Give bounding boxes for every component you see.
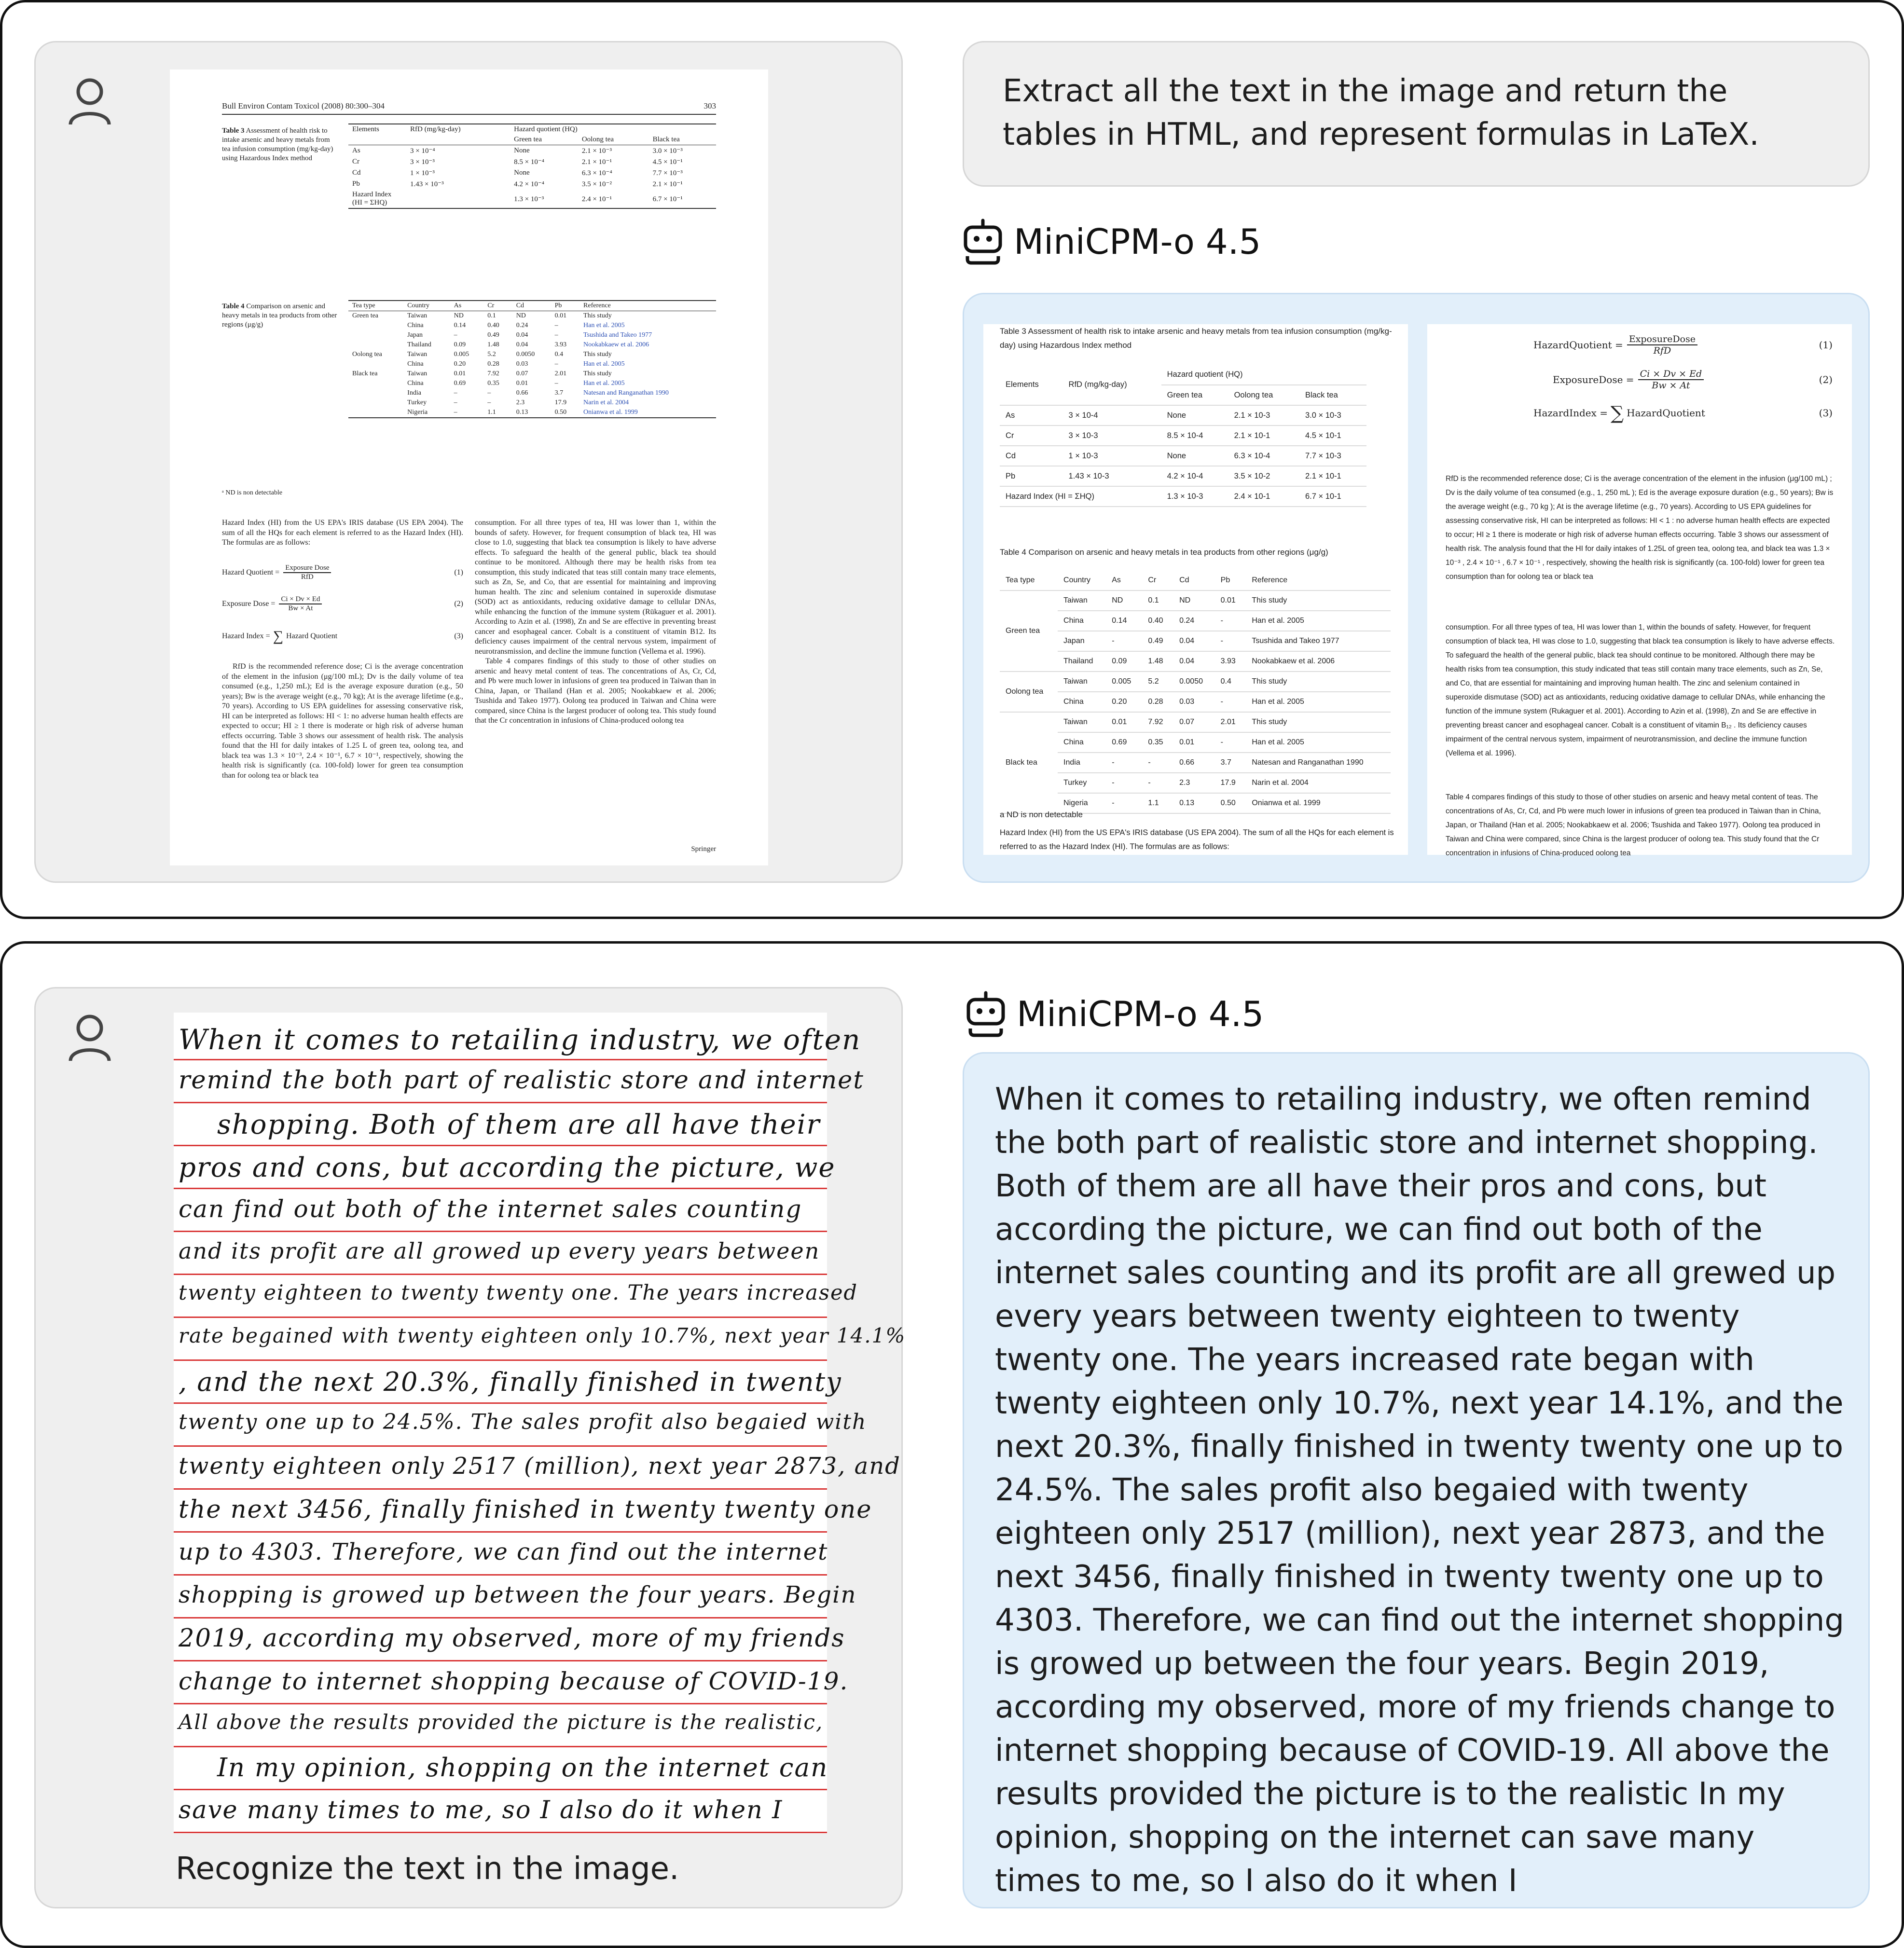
handwriting-line: When it comes to retailing industry, we often xyxy=(179,1023,861,1056)
ruled-line xyxy=(174,1488,827,1490)
paper-left-column xyxy=(222,518,463,548)
output-table4-row: Black tea Taiwan 0.01 7.92 0.07 2.01 This study xyxy=(1000,712,1391,732)
paper-left-column-body xyxy=(222,662,463,781)
output-table3-row: Cr 3 × 10-3 8.5 × 10-4 2.1 × 10-1 4.5 × 10-1 xyxy=(1000,425,1366,446)
ruled-line xyxy=(174,1617,827,1619)
output-paragraph: consumption. For all three types of tea, HI was lower than 1, within the bounds of safety. However, for frequent consumption of black tea, HI was close to 1.0, suggesting that black tea consumption is likely to have adverse effects. To safeguard the health of the general public, black tea should continue to be monitored. Although there may be health risks from tea consumption, this study indicated that teas still contain many trace elements, such as Zn, Se, and Co, that are essential for maintaining and improving human health. The zinc and selenium contained in superoxide dismutase (SOD) act as antioxidants, reducing oxidative damage to cellular DNAs, while enhancing the function of the immune system (Rukaguer et al. 2001). According to Azin et al. (1998), Zn and Se are effective in preventing breast cancer and esophageal cancer. Cobalt is a constituent of vitamin B₁₂ . Its deficiency causes impairment of the central nervous system, impairment of neurotransmission, and decline the immune function (Vellema et al. 1996). xyxy=(1446,623,1835,757)
table4-row: China 0.20 0.28 0.03 – Han et al. 2005 xyxy=(407,360,625,368)
handwriting-image xyxy=(174,1013,906,1834)
assistant-response-card xyxy=(963,1052,1870,1908)
handwriting-line: and its profit are all growed up every years between xyxy=(179,1238,820,1264)
output-table4-row: India - - 0.66 3.7 Natesan and Ranganathan 1990 xyxy=(1000,753,1391,773)
output-table3-row: Cd 1 × 10-3 None 6.3 × 10-4 7.7 × 10-3 xyxy=(1000,446,1366,466)
table4-caption: Table 4 Comparison on arsenic and heavy metals in tea products from other regions (μg/g) xyxy=(222,302,337,329)
ruled-line xyxy=(174,1660,827,1661)
output-table4-row: China 0.20 0.28 0.03 - Han et al. 2005 xyxy=(1000,692,1391,712)
paper-paragraph: Table 4 compares findings of this study to those of other studies on arsenic and heavy metal content of teas. The concentrations of As, Cr, Cd, and Pb were much lower in infusions of green tea produced in Taiwan than in China, Japan, or Thailand (Han et al. 2005; Nookabkaew et al. 2006; Tsushida and Takeo 1977). Oolong tea produced in Taiwan and China were compared, since China is the largest producer of oolong tea. This study found that the Cr concentration in infusions of China-produced oolong tea xyxy=(475,657,716,725)
handwriting-line: shopping is growed up between the four years. Begin xyxy=(179,1581,857,1608)
robot-icon xyxy=(966,991,1006,1037)
table3: Elements RfD (mg/kg-day) Hazard quotient (HQ) Green tea Oolong tea Black tea As 3 × 10⁻⁴ None 2.1 × 10⁻³ 3.0 × 10⁻³ Cr 3 × 10⁻³ 8.5 × 10⁻⁴ 2.1 × 10⁻¹ 4.5 × 10⁻¹ Cd 1 × 10⁻³ None 6.3 × 10⁻⁴ 7.7 × 10⁻³ Pb 1.43 × 10⁻³ 4.2 × 10⁻⁴ 3.5 × 10⁻² 2.1 × 10⁻¹ Hazard Index (HI = ΣHQ) 1.3 × 10⁻³ 2.4 × 10⁻¹ 6.7 × 10⁻¹ xyxy=(348,123,716,209)
publisher-mark: Springer xyxy=(691,845,716,853)
handwriting-line: up to 4303. Therefore, we can find out the internet xyxy=(179,1538,828,1565)
bottom-example-panel xyxy=(0,941,1904,1948)
table3-row: Cd 1 × 10⁻³ None 6.3 × 10⁻⁴ 7.7 × 10⁻³ xyxy=(352,169,683,177)
assistant-response-card xyxy=(963,293,1870,883)
paper-right-column xyxy=(475,518,716,726)
handwriting-line: can find out both of the internet sales counting xyxy=(179,1195,802,1223)
user-message-card xyxy=(34,41,903,883)
output-footnote: a ND is non detectable xyxy=(1000,810,1083,819)
table3-row: Hazard Index (HI = ΣHQ) 1.3 × 10⁻³ 2.4 × 10⁻¹ 6.7 × 10⁻¹ xyxy=(348,190,716,208)
input-document-image xyxy=(170,69,768,865)
ruled-line xyxy=(174,1574,827,1576)
output-formula-1: HazardQuotient = ExposureDose RfD (1) xyxy=(1533,334,1833,356)
handwriting-line: remind the both part of realistic store and internet xyxy=(179,1066,864,1095)
paper-formula-3: Hazard Index = ∑ Hazard Quotient (3) xyxy=(222,628,463,644)
table4-row: India – – 0.66 3.7 Natesan and Ranganathan 1990 xyxy=(407,389,669,397)
table4-row: China 0.69 0.35 0.01 – Han et al. 2005 xyxy=(407,380,625,387)
handwriting-line: save many times to me, so I also do it when I xyxy=(179,1796,783,1825)
paper-intro-paragraph: Hazard Index (HI) from the US EPA's IRIS database (US EPA 2004). The sum of all the HQs for each element is referred to as the Hazard Index (HI). The formulas are as follows: xyxy=(222,519,463,547)
handwriting-line: In my opinion, shopping on the internet can xyxy=(217,1753,828,1783)
output-table4-row: Japan - 0.49 0.04 - Tsushida and Takeo 1977 xyxy=(1000,631,1391,651)
table4-row: Nigeria – 1.1 0.13 0.50 Onianwa et al. 1999 xyxy=(348,408,716,418)
handwriting-line: pros and cons, but according the picture, we xyxy=(179,1152,836,1183)
assistant-name: MiniCPM-o 4.5 xyxy=(1014,221,1261,262)
output-table4-row: China 0.69 0.35 0.01 - Han et al. 2005 xyxy=(1000,732,1391,753)
top-example-panel xyxy=(0,0,1904,919)
ruled-line xyxy=(174,1231,827,1232)
output-table4-row: Nigeria - 1.1 0.13 0.50 Onianwa et al. 1999 xyxy=(1000,793,1391,813)
prompt-text: Recognize the text in the image. xyxy=(176,1851,679,1887)
output-paragraph: Table 4 compares findings of this study to those of other studies on arsenic and heavy metal content of teas. The concentrations of As, Cr, Cd, and Pb were much lower in infusions of green tea produced in Taiwan than in China, Japan, or Thailand (Han et al. 2005; Nookabkaew et al. 2006; Tsushida and Takeo 1977). Oolong tea produced in Taiwan and China were compared, since China is the largest producer of oolong tea. This study found that the Cr concentration in infusions of China-produced oolong tea xyxy=(1446,793,1821,857)
ruled-line xyxy=(174,1145,827,1146)
output-table3-row: Hazard Index (HI = ΣHQ) 1.3 × 10-3 2.4 × 10-1 6.7 × 10-1 xyxy=(1000,486,1366,507)
output-tables-sheet xyxy=(983,324,1408,855)
assistant-label xyxy=(966,991,1264,1037)
handwriting-line: the next 3456, finally finished in twenty twenty one xyxy=(179,1495,872,1524)
ruled-line xyxy=(174,1746,827,1747)
ruled-line xyxy=(174,1445,827,1447)
handwriting-line: twenty eighteen to twenty twenty one. The years increased xyxy=(179,1281,858,1305)
table4-row: Thailand 0.09 1.48 0.04 3.93 Nookabkaew et al. 2006 xyxy=(407,341,649,348)
ruled-line xyxy=(174,1102,827,1103)
prompt-text: Extract all the text in the image and return the tables in HTML, and represent formulas in LaTeX. xyxy=(1003,73,1759,152)
table4-footnote: ᵃ ND is non detectable xyxy=(222,489,283,496)
handwriting-line: twenty one up to 24.5%. The sales profit also begaied with xyxy=(179,1410,867,1434)
paper-paragraph: RfD is the recommended reference dose; Ci is the average concentration of the element in the infusion (μg/100 mL); Dv is the daily volume of tea consumed (e.g., 1,250 mL); Ed is the average exposure duration (e.g., 50 years); Bw is the average weight (e.g., 70 kg); At is the average lifetime (e.g., 70 years). According to US EPA guidelines for assessing conservative risk, HI can be interpreted as follows: HI < 1: no adverse human health effects are expected to occur; HI ≥ 1 there is moderate or high risk of adverse human effects occurring. Table 3 shows our assessment of health risk. The analysis found that the HI for daily intakes of 1.25 L of green tea, oolong tea, and black tea was 1.3 × 10⁻³, 2.4 × 10⁻¹, 6.7 × 10⁻¹, respectively, showing the health risk is significantly (ca. 100-fold) lower for green tea consumption than for oolong tea or black tea xyxy=(222,662,463,780)
ruled-line xyxy=(174,1274,827,1275)
output-table3-row: Pb 1.43 × 10-3 4.2 × 10-4 3.5 × 10-2 2.1 × 10-1 xyxy=(1000,466,1366,486)
ruled-line xyxy=(174,1059,827,1060)
output-formula-3: HazardIndex = ∑ HazardQuotient (3) xyxy=(1533,402,1833,424)
table3-row: Pb 1.43 × 10⁻³ 4.2 × 10⁻⁴ 3.5 × 10⁻² 2.1 × 10⁻¹ xyxy=(352,180,683,188)
ruled-line xyxy=(174,1703,827,1704)
assistant-label xyxy=(963,219,1261,265)
output-table4-row: Thailand 0.09 1.48 0.04 3.93 Nookabkaew et al. 2006 xyxy=(1000,651,1391,672)
output-table3: Elements RfD (mg/kg-day) Hazard quotient (HQ) Green tea Oolong tea Black tea As 3 × 10-4 None 2.1 × 10-3 3.0 × 10-3 Cr 3 × 10-3 8.5 × 10-4 2.1 × 10-1 4.5 × 10-1 Cd 1 × 10-3 None 6.3 × 10-4 7.7 × 10-3 Pb 1.43 × 10-3 4.2 × 10-4 3.5 × 10-2 2.1 × 10-1 Hazard Index (HI = ΣHQ) 1.3 × 10-3 2.4 × 10-1 6.7 × 10-1 xyxy=(1000,365,1366,507)
handwriting-line: All above the results provided the picture is the realistic, xyxy=(179,1710,824,1734)
output-text-sheet xyxy=(1427,324,1852,855)
handwriting-line: rate begained with twenty eighteen only 10.7%, next year 14.1% xyxy=(179,1324,906,1347)
handwriting-line: shopping. Both of them are all have their xyxy=(217,1109,821,1140)
table4-row: Turkey – – 2.3 17.9 Narin et al. 2004 xyxy=(407,399,629,406)
user-message-card xyxy=(34,987,906,1908)
ruled-line xyxy=(174,1531,827,1533)
prompt-card xyxy=(963,41,1870,187)
table3-caption: Table 3 Assessment of health risk to intake arsenic and heavy metals from tea infusion consumption (mg/kg-day) using Hazardous Index method xyxy=(222,127,333,162)
table4-row: Oolong tea Taiwan 0.005 5.2 0.0050 0.4 This study xyxy=(352,351,612,358)
handwriting-line: change to internet shopping because of COVID-19. xyxy=(179,1667,849,1695)
handwriting-line: , and the next 20.3%, finally finished in twenty xyxy=(179,1367,842,1397)
paper-header xyxy=(222,101,716,111)
table3-row: Cr 3 × 10⁻³ 8.5 × 10⁻⁴ 2.1 × 10⁻¹ 4.5 × 10⁻¹ xyxy=(352,158,683,166)
output-formula-2: ExposureDose = $\frac{Ci \times Dv \times Ed}{Bw \times At}$ (2) xyxy=(1553,369,1833,391)
output-paragraph: RfD is the recommended reference dose; Ci is the average concentration of the element in the infusion (μg/100 mL) ; Dv is the daily volume of tea consumed (e.g., 1, 250 mL ); Ed is the average exposure duration (e.g., 50 years); Bw is the average weight (e.g., 70 kg ); At is the average lifetime (e.g., 70 years). According to US EPA guidelines for assessing conservative risk, HI can be interpreted as follows: HI < 1 : no adverse human health effects are expected to occur; HI ≥ 1 there is moderate or high risk of adverse human effects occurring. Table 3 shows our assessment of health risk. The analysis found that the HI for daily intakes of 1.25L of green tea, oolong tea, and black tea was 1.3 × 10⁻³ , 2.4 × 10⁻¹ , 6.7 × 10⁻¹ , respectively, showing the health risk is significantly (ca. 100-fold) lower for green tea consumption than for oolong tea or black tea xyxy=(1446,475,1834,581)
table3-row: As 3 × 10⁻⁴ None 2.1 × 10⁻³ 3.0 × 10⁻³ xyxy=(352,147,683,155)
ruled-line xyxy=(174,1188,827,1189)
user-avatar-icon xyxy=(67,1013,113,1063)
transcription-text: When it comes to retailing industry, we often remind the both part of realistic store and internet shopping. Both of them are all have their pros and cons, but according the picture, we can find out both of the internet sales counting and its profit are all grewed up every years between twenty eighteen to twenty twenty one. The years increased rate began with twenty eighteen only 10.7%, next year 14.1%, and the next 20.3%, finally finished in twenty twenty one up to 24.5%. The sales profit also begaied with twenty eighteen only 2517 (million), next year 2873, and the next 3456, finally finished in twenty twenty one up to 4303. Therefore, we can find out the internet shopping is growed up between the four years. Begin 2019, according my observed, more of my friends change to internet shopping because of COVID-19. All above the results provided the picture is to the realistic In my opinion, shopping on the internet can save many times to me, so I also do it when I xyxy=(995,1082,1844,1899)
paper-formula-2: Exposure Dose = $\frac{Ci \times Dv \times Ed}{Bw \times At}$ (2) xyxy=(222,595,463,612)
table4: Tea type Country As Cr Cd Pb Reference Green tea Taiwan ND 0.1 ND 0.01 This study China 0.14 0.40 0.24 – Han et al. 2005 Japan – 0.49 0.04 – Tsushida and Takeo 1977 Thailand 0.09 1.48 0.04 3.93 Nookabkaew et al. 2006 Oolong tea Taiwan 0.005 5.2 0.0050 0.4 This study China 0.20 0.28 0.03 – Han et al. 2005 Black tea Taiwan 0.01 7.92 0.07 2.01 This study China 0.69 0.35 0.01 – Han et al. 2005 India – – 0.66 3.7 Natesan and Ranganathan 1990 Turkey – – 2.3 17.9 Narin et al. 2004 Nigeria – 1.1 0.13 0.50 Onianwa et al. 1999 xyxy=(348,300,716,418)
ruled-line xyxy=(174,1789,827,1790)
table4-row: Japan – 0.49 0.04 – Tsushida and Takeo 1977 xyxy=(407,331,652,339)
paper-paragraph: consumption. For all three types of tea, HI was lower than 1, within the bounds of safety. However, for frequent consumption of black tea, HI was close to 1.0, suggesting that black tea consumption is likely to have adverse effects. To safeguard the health of the general public, black tea should continue to be monitored. Although there may be health risks from tea consumption, this study indicated that teas still contain many trace elements, such as Zn, Se, and Co, that are essential for maintaining and improving human health. The zinc and selenium contained in superoxide dismutase (SOD) act as antioxidants, reducing oxidative damage to cellular DNAs, while enhancing the function of the immune system (Rükaguer et al. 2001). According to Azin et al. (1998), Zn and Se are effective in preventing breast cancer and esophageal cancer. Cobalt is a constituent of vitamin B12. Its deficiency causes impairment of the central nervous system, impairment of neurotransmission, and decline the immune function (Vellema et al. 1996). xyxy=(475,519,716,656)
output-table4-caption: Table 4 Comparison on arsenic and heavy metals in tea products from other regions (μg/g) xyxy=(1000,548,1328,557)
output-table4-row: Turkey - - 2.3 17.9 Narin et al. 2004 xyxy=(1000,773,1391,793)
output-table4-row: China 0.14 0.40 0.24 - Han et al. 2005 xyxy=(1000,611,1391,631)
ruled-line xyxy=(174,1359,827,1361)
ruled-line xyxy=(174,1317,827,1318)
output-table3-caption: Table 3 Assessment of health risk to intake arsenic and heavy metals from tea infusion consumption (mg/kg-day) using Hazardous Index method xyxy=(1000,327,1392,350)
paper-formula-1: Hazard Quotient = Exposure Dose RfD (1) xyxy=(222,564,463,581)
table4-row: Black tea Taiwan 0.01 7.92 0.07 2.01 This study xyxy=(352,370,612,377)
ruled-line xyxy=(174,1402,827,1404)
user-avatar-icon xyxy=(67,76,113,126)
journal-citation: Bull Environ Contam Toxicol (2008) 80:300–304 xyxy=(222,101,385,110)
output-table4-row: Oolong tea Taiwan 0.005 5.2 0.0050 0.4 This study xyxy=(1000,672,1391,692)
assistant-name: MiniCPM-o 4.5 xyxy=(1017,994,1264,1034)
robot-icon xyxy=(963,219,1003,265)
output-table4-row: Green tea Taiwan ND 0.1 ND 0.01 This study xyxy=(1000,590,1391,611)
table4-row: China 0.14 0.40 0.24 – Han et al. 2005 xyxy=(407,322,625,329)
ruled-line xyxy=(174,1832,827,1833)
header-rule xyxy=(222,114,716,115)
handwriting-line: twenty eighteen only 2517 (million), next year 2873, and xyxy=(179,1453,901,1480)
table4-row: Green tea Taiwan ND 0.1 ND 0.01 This study xyxy=(352,312,612,319)
page-number: 303 xyxy=(704,101,716,110)
handwriting-line: 2019, according my observed, more of my friends xyxy=(179,1624,845,1653)
output-intro: Hazard Index (HI) from the US EPA's IRIS database (US EPA 2004). The sum of all the HQs for each element is referred to as the Hazard Index (HI). The formulas are as follows: xyxy=(1000,828,1394,851)
output-table3-row: As 3 × 10-4 None 2.1 × 10-3 3.0 × 10-3 xyxy=(1000,405,1366,425)
output-table4: Tea type Country As Cr Cd Pb Reference Green tea Taiwan ND 0.1 ND 0.01 This study China 0.14 0.40 0.24 - Han et al. 2005 Japan - 0.49 0.04 - Tsushida and Takeo 1977 Thailand 0.09 1.48 0.04 3.93 Nookabkaew et al. 2006 Oolong tea Taiwan 0.005 5.2 0.0050 0.4 This study China 0.20 0.28 0.03 - Han et al. 2005 Black tea Taiwan 0.01 7.92 0.07 2.01 This study China 0.69 0.35 0.01 - Han et al. 2005 India - - 0.66 3.7 Natesan and Ranganathan 1990 Turkey - - 2.3 17.9 Narin et al. 2004 Nigeria - 1.1 0.13 0.50 Onianwa et al. 1999 xyxy=(1000,570,1391,814)
